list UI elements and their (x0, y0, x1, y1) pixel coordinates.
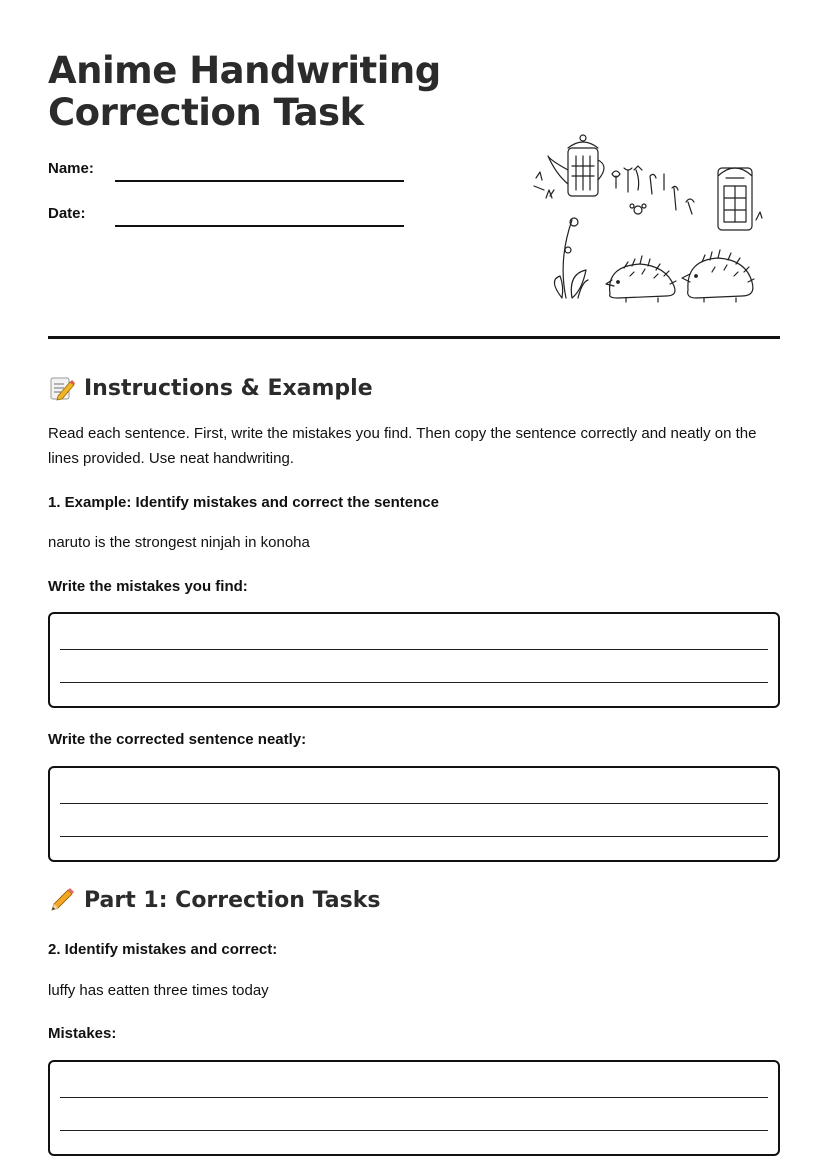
phone-booth-icon (718, 168, 762, 230)
writing-line (60, 682, 768, 683)
tulip-icons (612, 166, 694, 214)
writing-line (60, 836, 768, 837)
teapot-icon (534, 135, 604, 198)
writing-line (60, 649, 768, 650)
writing-line (60, 1130, 768, 1131)
example-sentence: naruto is the strongest ninjah in konoha (48, 534, 310, 551)
part1-mistakes-box[interactable] (48, 1060, 780, 1156)
part1-question: 2. Identify mistakes and correct: (48, 941, 278, 958)
writing-line (60, 803, 768, 804)
header-divider (48, 336, 780, 339)
title-line-1: Anime Handwriting (48, 49, 441, 92)
decorative-illustration (528, 130, 768, 305)
instructions-text: Read each sentence. First, write the mistakes you find. Then copy the sentence correctly and neatly on the lines provided. Use neat handwriting. (48, 425, 757, 467)
part1-heading-text: Part 1: Correction Tasks (84, 887, 381, 913)
example-mistakes-box[interactable] (48, 612, 780, 708)
hedgehog-icon-2 (682, 250, 754, 302)
example-question: 1. Example: Identify mistakes and correct the sentence (48, 494, 439, 511)
instructions-heading-text: Instructions & Example (84, 375, 373, 401)
title-line-2: Correction Task (48, 91, 364, 134)
example-corrected-box[interactable] (48, 766, 780, 862)
date-label: Date: (48, 205, 86, 222)
pencil-icon (48, 886, 76, 914)
part1-heading (48, 886, 380, 914)
example-corrected-label: Write the corrected sentence neatly: (48, 731, 307, 748)
flower-icon (554, 218, 588, 298)
name-label: Name: (48, 160, 94, 177)
date-field[interactable] (115, 225, 404, 227)
part1-mistakes-label: Mistakes: (48, 1025, 117, 1042)
example-mistakes-label: Write the mistakes you find: (48, 578, 248, 595)
hedgehog-icon (606, 256, 676, 302)
instructions-heading (48, 374, 373, 402)
page-title (48, 50, 468, 134)
name-field[interactable] (115, 180, 404, 182)
memo-icon (48, 374, 76, 402)
writing-line (60, 1097, 768, 1098)
part1-sentence: luffy has eatten three times today (48, 982, 269, 999)
